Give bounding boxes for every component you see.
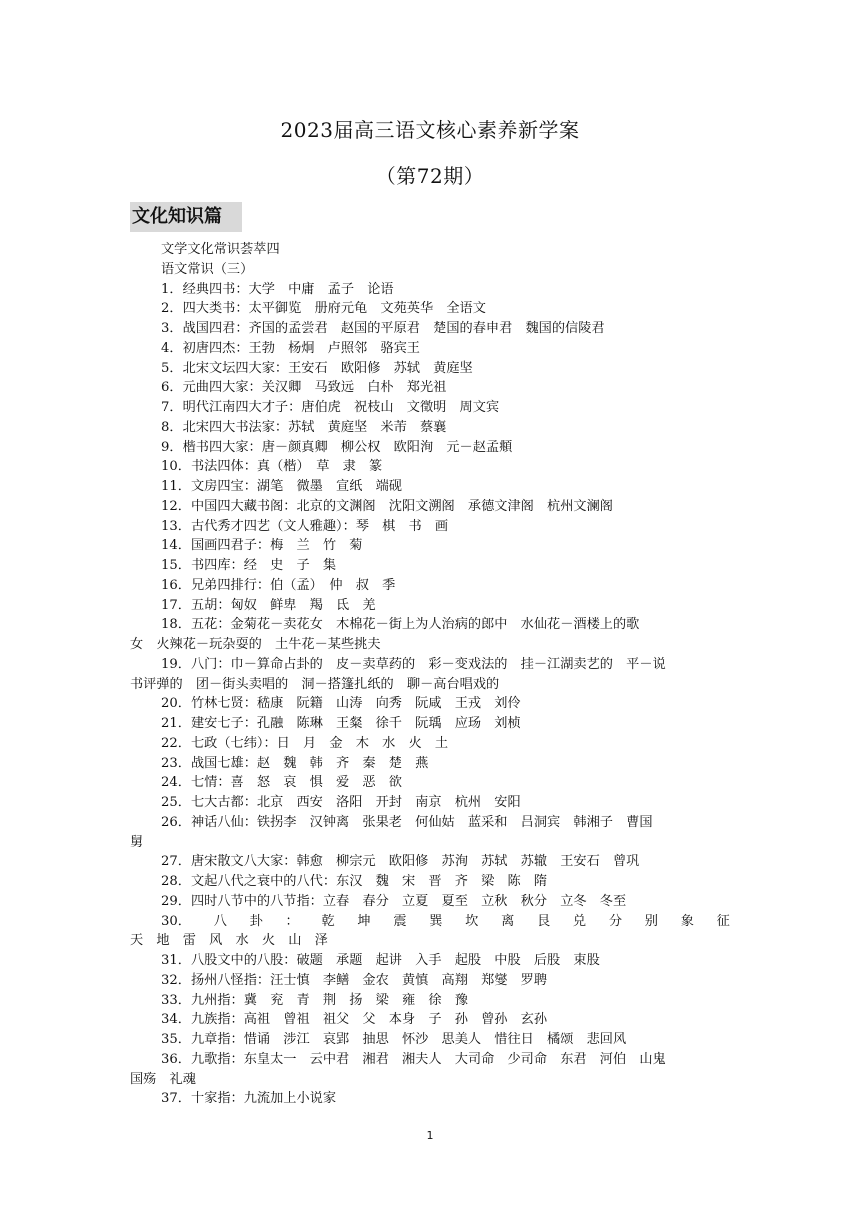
document-title: 2023届高三语文核心素养新学案: [280, 118, 580, 142]
list-item: 12．中国四大藏书阁：北京的文渊阁 沈阳文溯阁 承德文津阁 杭州文澜阁: [161, 498, 613, 514]
list-item-continuation: 女 火辣花－玩杂耍的 土牛花－某些挑夫: [130, 637, 381, 652]
list-item: 31．八股文中的八股：破题 承题 起讲 入手 起股 中股 后股 束股: [161, 953, 600, 968]
text-fragment: 卦: [249, 913, 263, 929]
text-fragment: 征: [716, 913, 730, 929]
text-fragment: 分: [608, 913, 623, 929]
list-item: 1．经典四书：大学 中庸 孟子 论语: [161, 281, 394, 297]
text-fragment: 坎: [465, 913, 479, 929]
text-fragment: ：: [285, 913, 299, 929]
list-item: 7．明代江南四大才子：唐伯虎 祝枝山 文徵明 周文宾: [161, 400, 500, 415]
list-item-continuation: 书评弹的 团－街头卖唱的 洞－搭篷扎纸的 聊－高台唱戏的: [130, 676, 500, 692]
list-item: 20．竹林七贤：嵇康 阮籍 山涛 向秀 阮咸 王戎 刘伶: [161, 696, 521, 712]
list-item: 29．四时八节中的八节指：立春 春分 立夏 夏至 立秋 秋分 立冬 冬至: [161, 893, 627, 909]
list-item: 37．十家指：九流加上小说家: [161, 1091, 337, 1107]
subtitle-line: 文学文化常识荟萃四: [161, 242, 280, 257]
text-fragment: 八: [213, 913, 227, 929]
text-fragment: 兑: [572, 913, 587, 929]
document-body: [130, 240, 730, 1109]
list-item-continuation: 国殇 礼魂: [130, 1071, 196, 1087]
list-item: 8．北宋四大书法家：苏轼 黄庭坚 米芾 蔡襄: [161, 419, 447, 435]
list-item: 19．八门：巾－算命占卦的 皮－卖草药的 彩－变戏法的 挂－江湖卖艺的 平－说: [161, 656, 666, 672]
list-item: 5．北宋文坛四大家：王安石 欧阳修 苏轼 黄庭坚: [161, 360, 473, 376]
list-item: 17．五胡：匈奴 鲜卑 羯 氐 羌: [161, 597, 376, 613]
list-item: 27．唐宋散文八大家：韩愈 柳宗元 欧阳修 苏洵 苏轼 苏辙 王安石 曾巩: [161, 854, 640, 870]
list-item: 9．楷书四大家：唐－颜真卿 柳公权 欧阳洵 元－赵孟頫: [161, 439, 513, 455]
list-item: 22．七政（七纬）：日 月 金 木 水 火 土: [161, 735, 449, 751]
text-fragment: 离: [501, 913, 515, 929]
issue-number: （第72期）: [375, 164, 485, 188]
text-fragment: 艮: [537, 913, 551, 929]
text-fragment: 坤: [357, 913, 371, 929]
text-fragment: 震: [393, 913, 407, 929]
list-item: 16．兄弟四排行：伯（孟） 仲 叔 季: [161, 577, 396, 593]
list-item: 3．战国四君：齐国的孟尝君 赵国的平原君 楚国的春申君 魏国的信陵君: [161, 321, 605, 336]
list-item: 10．书法四体：真（楷） 草 隶 篆: [161, 459, 383, 475]
list-item: 15．书四库：经 史 子 集: [161, 558, 337, 573]
page-number: 1: [426, 1129, 434, 1142]
section-heading: 文化知识篇: [130, 202, 242, 232]
list-item: 6．元曲四大家：关汉卿 马致远 白朴 郑光祖: [161, 380, 447, 396]
list-item: 18．五花：金菊花－卖花女 木棉花－街上为人治病的郎中 水仙花－酒楼上的歌: [161, 617, 640, 633]
list-item: 11．文房四宝：湖笔 微墨 宣纸 端砚: [161, 479, 402, 494]
list-item: 14．国画四君子：梅 兰 竹 菊: [161, 538, 363, 554]
text-fragment: 30．: [161, 913, 191, 929]
text-fragment: 乾: [321, 913, 335, 929]
list-item: 36．九歌指：东皇太一 云中君 湘君 湘夫人 大司命 少司命 东君 河伯 山鬼: [161, 1051, 666, 1067]
list-item: 28．文起八代之衰中的八代：东汉 魏 宋 晋 齐 梁 陈 隋: [161, 874, 548, 889]
list-item: 13．古代秀才四艺（文人雅趣）：琴 棋 书 画: [161, 518, 449, 534]
list-item: 21．建安七子：孔融 陈琳 王粲 徐千 阮瑀 应玚 刘桢: [161, 716, 521, 731]
subtitle-line: 语文常识（三）: [161, 261, 254, 277]
list-item: 2．四大类书：太平御览 册府元龟 文苑英华 全语文: [161, 301, 486, 317]
list-item: 25．七大古都：北京 西安 洛阳 开封 南京 杭州 安阳: [161, 795, 521, 810]
text-fragment: 巽: [429, 913, 443, 929]
text-fragment: 别: [644, 913, 658, 929]
list-item: 33．九州指：冀 兖 青 荆 扬 梁 雍 徐 豫: [161, 992, 468, 1008]
text-fragment: 象: [680, 913, 694, 929]
list-item: 32．扬州八怪指：汪士慎 李鳝 金农 黄慎 高翔 郑燮 罗聘: [161, 972, 548, 988]
list-item-justified: [130, 912, 730, 932]
list-item-continuation: 舅: [130, 834, 144, 850]
list-item: 23．战国七雄：赵 魏 韩 齐 秦 楚 燕: [161, 755, 429, 771]
list-item: 34．九族指：高祖 曾祖 祖父 父 本身 子 孙 曾孙 玄孙: [161, 1012, 548, 1028]
list-item: 26．神话八仙：铁拐李 汉钟离 张果老 何仙姑 蓝采和 吕洞宾 韩湘子 曹国: [161, 814, 653, 830]
list-item: 35．九章指：惜诵 涉江 哀郢 抽思 怀沙 思美人 惜往日 橘颂 悲回风: [161, 1032, 627, 1047]
list-item: 24．七情：喜 怒 哀 惧 爱 恶 欲: [161, 775, 402, 791]
list-item: 4．初唐四杰：王勃 杨炯 卢照邻 骆宾王: [161, 340, 420, 356]
list-item-continuation: 天 地 雷 风 水 火 山 泽: [130, 933, 328, 949]
